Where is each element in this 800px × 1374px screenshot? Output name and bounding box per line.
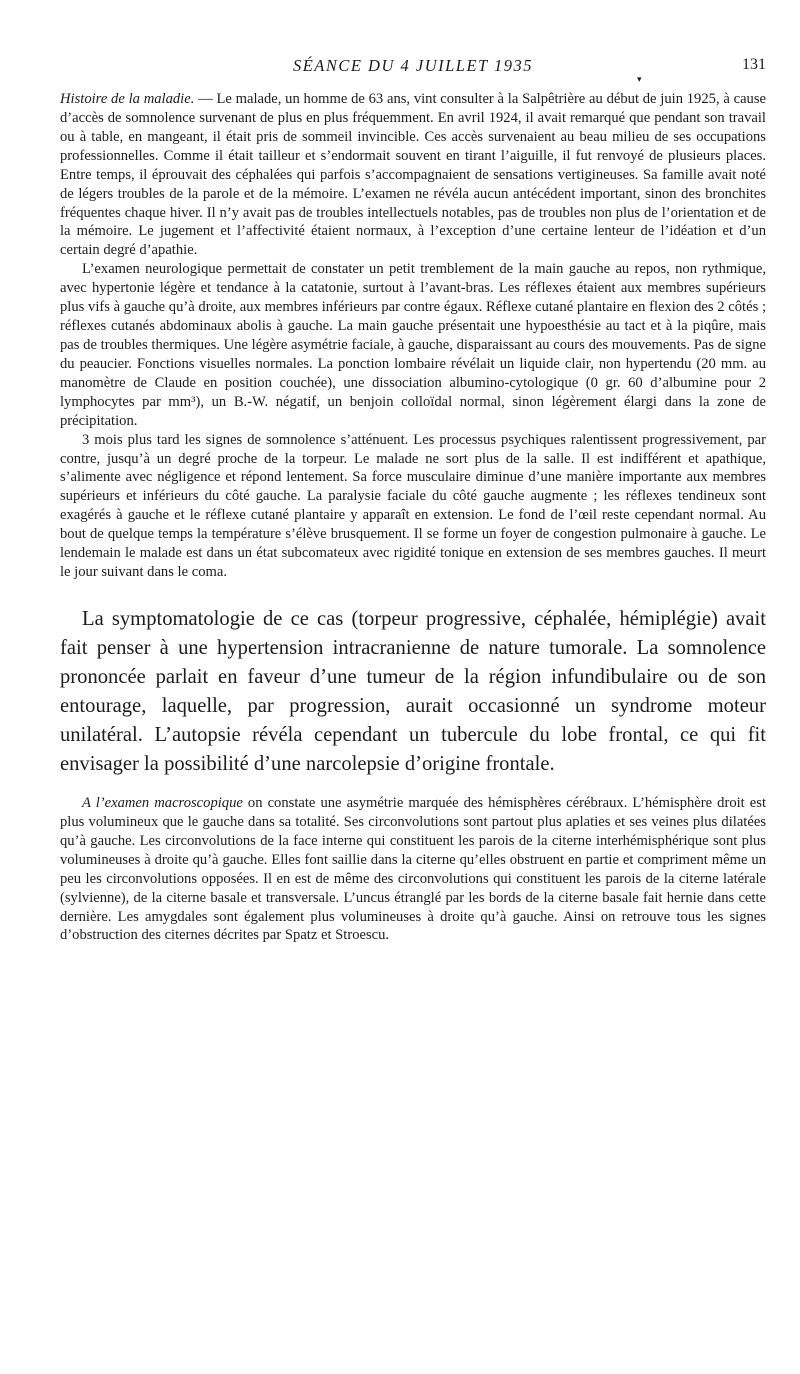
page [60, 56, 766, 945]
print-mark: ▾ [637, 74, 642, 84]
evolution-paragraph: 3 mois plus tard les signes de somnolence s’atténuent. Les processus psychiques ralentissent progressivement, par contre, jusqu’à un degré proche de la torpeur. Le malade ne sort plus de la salle. Il est indifférent et apathique, s’alimente avec négligence et répond lentement. Sa force musculaire diminue d’une manière importante aux membres supérieurs et inférieurs du côté gauche. La paralysie faciale du côté gauche augmente ; les réflexes tendineux sont exagérés à gauche et le réflexe cutané plantaire y apparaît en extension. Le fond de l’œil reste cependant normal. Au bout de quelque temps la température s’élève brusquement. Il se forme un foyer de congestion pulmonaire à gauche. Le lendemain le malade est dans un état subcomateux avec rigidité tonique en extension de ses membres gauches. Il meurt le jour suivant dans le coma. [60, 431, 766, 581]
running-head [60, 56, 766, 90]
macroscopic-lead: A l’examen macroscopique [82, 794, 243, 811]
neuro-exam-paragraph: L’examen neurologique permettait de constater un petit tremblement de la main gauche au repos, non rythmique, avec hypertonie légère et tendance à la catatonie, surtout à l’avant-bras. Les réflexes étaient aux membres supérieurs plus vifs à gauche qu’à droite, aux membres inférieurs par contre égaux. Réflexe cutané plantaire en flexion des 2 côtés ; réflexes cutanés abdominaux abolis à gauche. La main gauche présentait une hypoesthésie au tact et à la piqûre, mais pas de troubles thermiques. Une légère asymétrie faciale, à gauche, disparaissant au cours des mouvements. Pas de signe du peaucier. Fonctions visuelles normales. La ponction lombaire révélait un liquide clair, non hypertendu (20 mm. au manomètre de Claude en position couchée), une dissociation albumino-cytologique (0 gr. 60 d’albumine pour 2 lymphocytes par mm³), un B.-W. négatif, un benjoin colloïdal normal, sinon légèrement élargi dans la zone de précipitation. [60, 261, 766, 429]
discussion-block [60, 605, 766, 779]
case-history-block [60, 90, 766, 582]
macroscopic-text: on constate une asymétrie marquée des hémisphères cérébraux. L’hémisphère droit est plus volumineux que le gauche dans sa totalité. Ses circonvolutions sont partout plus aplaties et ses veines plus dilatées qu’à gauche. Les circonvolutions de la face interne qui constituent les parois de la citerne interhémisphérique sont plus volumineuses à droite qu’à gauche. Elles font saillie dans la citerne qu’elles obstruent en partie et compriment même un peu les circonvolutions opposées. Il en est de même des circonvolutions qui constituent les parois de la citerne latérale (sylvienne), de la citerne basale et transversale. L’uncus étranglé par les bords de la citerne basale fait hernie dans cette dernière. Les amygdales sont également plus volumineuses à droite qu’à gauche. Ainsi on retrouve tous les signes d’obstruction des citernes décrites par Spatz et Stroescu. [60, 794, 766, 944]
history-lead: Histoire de la maladie. [60, 91, 195, 107]
discussion-paragraph: La symptomatologie de ce cas (torpeur progressive, céphalée, hémiplégie) avait fait penser à une hypertension intracranienne de nature tumorale. La somnolence prononcée parlait en faveur d’une tumeur de la région infundibulaire ou de son entourage, laquelle, par progression, aurait occasionné un syndrome moteur unilatéral. L’autopsie révéla cependant un tubercule du lobe frontal, ce qui fit envisager la possibilité d’une narcolepsie d’origine frontale. [60, 607, 766, 775]
history-paragraph [60, 90, 766, 260]
macroscopic-block [60, 794, 766, 945]
page-number: 131 [742, 56, 766, 73]
history-text: — Le malade, un homme de 63 ans, vint consulter à la Salpêtrière au début de juin 1925, à cause d’accès de somnolence survenant de plus en plus fréquemment. En avril 1924, il avait remarqué que pendant son travail ou à table, en mangeant, il était pris de sommeil invincible. Ces accès survenaient au beau milieu de ses occupations professionnelles. Comme il était tailleur et s’endormait souvent en tirant l’aiguille, il fut renvoyé de plusieurs places. Entre temps, il éprouvait des céphalées qui parfois s’accompagnaient de sensations vertigineuses. Sa famille avait noté de légers troubles de la parole et de la mémoire. L’examen ne révéla aucun antécédent important, sinon des bronchites fréquentes chaque hiver. Il n’y avait pas de troubles intellectuels notables, pas de troubles non plus de l’orientation et de la mémoire. Le jugement et l’affectivité étaient normaux, à l’exception d’une certaine lenteur de l’idéation et d’un certain degré d’apathie. [60, 91, 767, 259]
macroscopic-paragraph [60, 794, 766, 945]
running-title: SÉANCE DU 4 JUILLET 1935 [292, 56, 534, 75]
